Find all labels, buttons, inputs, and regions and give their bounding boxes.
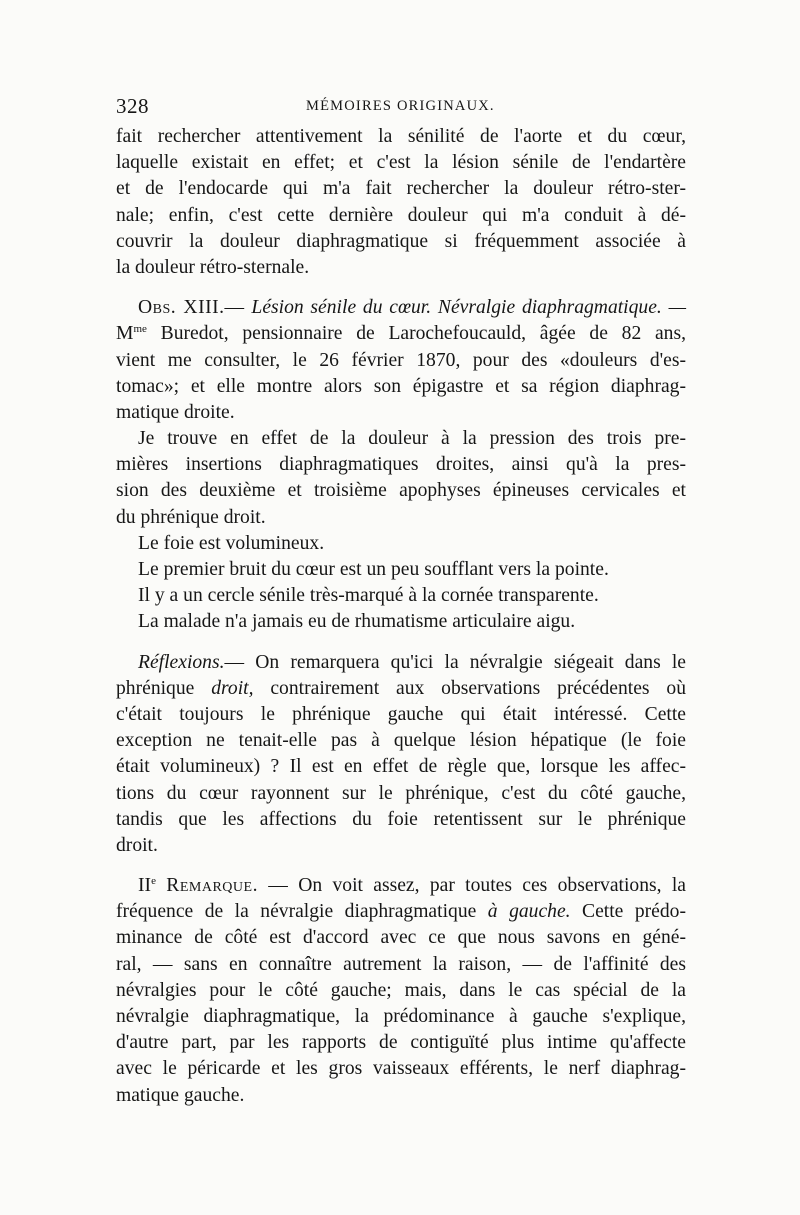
text-line: [116, 873, 686, 899]
text-line: avec le péricarde et les gros vaisseaux efférents, le nerf diaphrag-: [116, 1058, 686, 1080]
text-line: vient me consulter, le 26 février 1870, pour des «douleurs d'es-: [116, 349, 686, 371]
text-fragment: Buredot, pensionnaire de Larochefoucauld, âgée de 82 ans,: [146, 323, 686, 345]
paragraph-intro: [116, 124, 686, 281]
text-fragment: — On voit assez, par toutes ces observations, la: [257, 875, 687, 897]
text-fragment: fréquence de la névralgie diaphragmatique: [116, 901, 488, 923]
text-line: [116, 899, 686, 925]
emphasis: droit,: [211, 677, 254, 699]
page-number: 328: [116, 94, 149, 118]
reflexions-label: Réflexions.: [138, 651, 225, 673]
text-line: Le premier bruit du cœur est un peu soufflant vers la pointe.: [138, 559, 609, 580]
text-line: tandis que les affections du foie retentissent sur le phrénique: [116, 808, 686, 830]
patient-title: M: [116, 323, 134, 345]
text-line: exception ne tenait-elle pas à quelque lésion hépatique (le foie: [116, 730, 686, 752]
text-line: mières insertions diaphragmatiques droites, ainsi qu'à la pres-: [116, 454, 686, 476]
page-header: [116, 94, 686, 118]
text-line: névralgie diaphragmatique, la prédominance à gauche s'explique,: [116, 1006, 686, 1027]
text-line: couvrir la douleur diaphragmatique si fréquemment associée à: [116, 230, 686, 252]
text-line: Je trouve en effet de la douleur à la pression des trois pre-: [138, 428, 686, 450]
remarque-numeral: II: [138, 875, 152, 897]
text-line: La malade n'a jamais eu de rhumatisme articulaire aigu.: [138, 611, 576, 633]
observation-heading: [116, 295, 686, 321]
text-fragment: phrénique: [116, 677, 212, 699]
spacer: [116, 859, 686, 873]
running-title: MÉMOIRES ORIGINAUX.: [306, 98, 495, 114]
text-fragment: Cette prédo-: [570, 901, 686, 923]
body-text: [116, 124, 686, 1109]
text-line: [116, 321, 686, 347]
text-line: était volumineux) ? Il est en effet de règle que, lorsque les affec-: [116, 756, 686, 778]
emphasis: à gauche.: [487, 901, 571, 923]
text-line: [116, 650, 686, 676]
text-line: Il y a un cercle sénile très-marqué à la cornée transparente.: [138, 585, 599, 607]
observation-block: [116, 295, 686, 635]
text-line: du phrénique droit.: [116, 506, 266, 528]
text-line: névralgies pour le côté gauche; mais, dans le cas spécial de la: [116, 979, 686, 1001]
text-line: matique droite.: [116, 401, 235, 423]
remarque-label: Remarque.: [166, 875, 258, 897]
text-line: sion des deuxième et troisième apophyses épineuses cervicales et: [116, 480, 686, 502]
remarque-numeral-sup: e: [151, 875, 156, 888]
text-line: la douleur rétro-sternale.: [116, 256, 310, 278]
text-line: et de l'endocarde qui m'a fait rechercher la douleur rétro-ster-: [116, 178, 686, 200]
remarque-block: [116, 873, 686, 1109]
spacer: [116, 636, 686, 650]
observation-label: Obs. XIII.—: [138, 297, 245, 319]
text-line: laquelle existait en effet; et c'est la lésion sénile de l'endartère: [116, 152, 686, 174]
spacer: [116, 281, 686, 295]
text-line: tomac»; et elle montre alors son épigastre et sa région diaphrag-: [116, 375, 686, 397]
text-line: matique gauche.: [116, 1084, 245, 1106]
text-line: minance de côté est d'accord avec ce que nous savons en géné-: [116, 927, 686, 949]
observation-title: Lésion sénile du cœur. Névralgie diaphragmatique. —: [251, 297, 686, 319]
text-line: Le foie est volumineux.: [138, 532, 325, 554]
text-line: droit.: [116, 834, 158, 856]
text-line: c'était toujours le phrénique gauche qui était intéressé. Cette: [116, 703, 686, 725]
text-line: tions du cœur rayonnent sur le phrénique, c'est du côté gauche,: [116, 782, 686, 804]
text-fragment: — On remarquera qu'ici la névralgie siégeait dans le: [224, 651, 686, 673]
text-fragment: contrairement aux observations précédentes où: [253, 677, 687, 699]
patient-title-sup: me: [133, 323, 147, 336]
text-line: d'autre part, par les rapports de contiguïté plus intime qu'affecte: [116, 1032, 686, 1054]
text-line: fait rechercher attentivement la sénilité de l'aorte et du cœur,: [116, 126, 686, 147]
text-line: ral, — sans en connaître autrement la raison, — de l'affinité des: [116, 953, 686, 975]
text-line: [116, 676, 686, 702]
text-line: nale; enfin, c'est cette dernière douleur qui m'a conduit à dé-: [116, 204, 686, 226]
reflexions-block: [116, 650, 686, 860]
